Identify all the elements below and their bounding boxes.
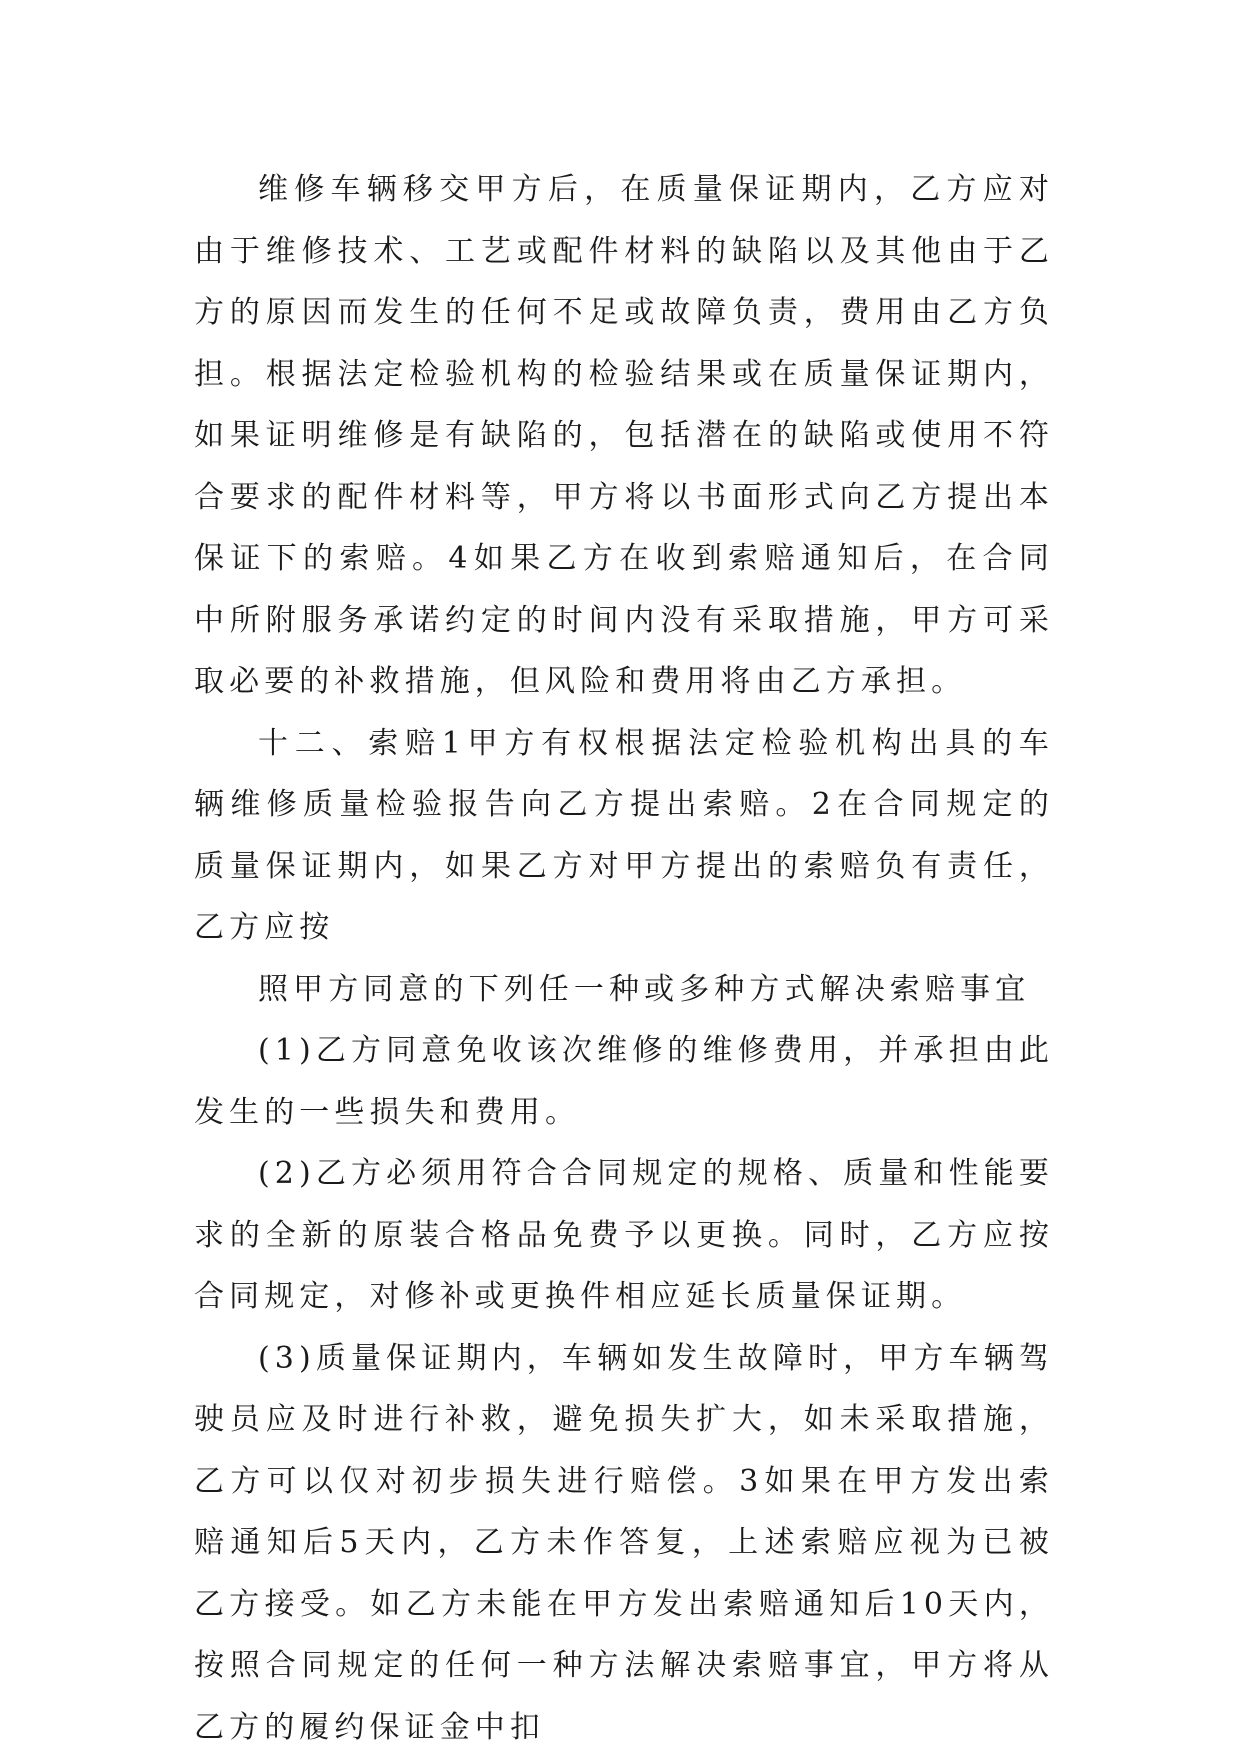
paragraph-claims-method-2: (2)乙方必须用符合合同规定的规格、质量和性能要求的全新的原装合格品免费予以更换。同时，乙方应按合同规定，对修补或更换件相应延长质量保证期。	[194, 1143, 1054, 1328]
paragraph-claims-section: 十二、索赔1甲方有权根据法定检验机构出具的车辆维修质量检验报告向乙方提出索赔。2在合同规定的质量保证期内，如果乙方对甲方提出的索赔负有责任，乙方应按	[194, 713, 1054, 959]
paragraph-warranty-liability: 维修车辆移交甲方后，在质量保证期内，乙方应对由于维修技术、工艺或配件材料的缺陷以及其他由于乙方的原因而发生的任何不足或故障负责，费用由乙方负担。根据法定检验机构的检验结果或在质量保证期内，如果证明维修是有缺陷的，包括潜在的缺陷或使用不符合要求的配件材料等，甲方将以书面形式向乙方提出本保证下的索赔。4如果乙方在收到索赔通知后，在合同中所附服务承诺约定的时间内没有采取措施，甲方可采取必要的补救措施，但风险和费用将由乙方承担。	[194, 159, 1054, 713]
document-body	[194, 159, 1054, 1758]
paragraph-claims-methods-intro: 照甲方同意的下列任一种或多种方式解决索赔事宜	[194, 959, 1054, 1021]
paragraph-claims-method-1: (1)乙方同意免收该次维修的维修费用，并承担由此发生的一些损失和费用。	[194, 1020, 1054, 1143]
paragraph-claims-method-3: (3)质量保证期内，车辆如发生故障时，甲方车辆驾驶员应及时进行补救，避免损失扩大，如未采取措施，乙方可以仅对初步损失进行赔偿。3如果在甲方发出索赔通知后5天内，乙方未作答复，上述索赔应视为已被乙方接受。如乙方未能在甲方发出索赔通知后10天内，按照合同规定的任何一种方法解决索赔事宜，甲方将从乙方的履约保证金中扣	[194, 1328, 1054, 1758]
